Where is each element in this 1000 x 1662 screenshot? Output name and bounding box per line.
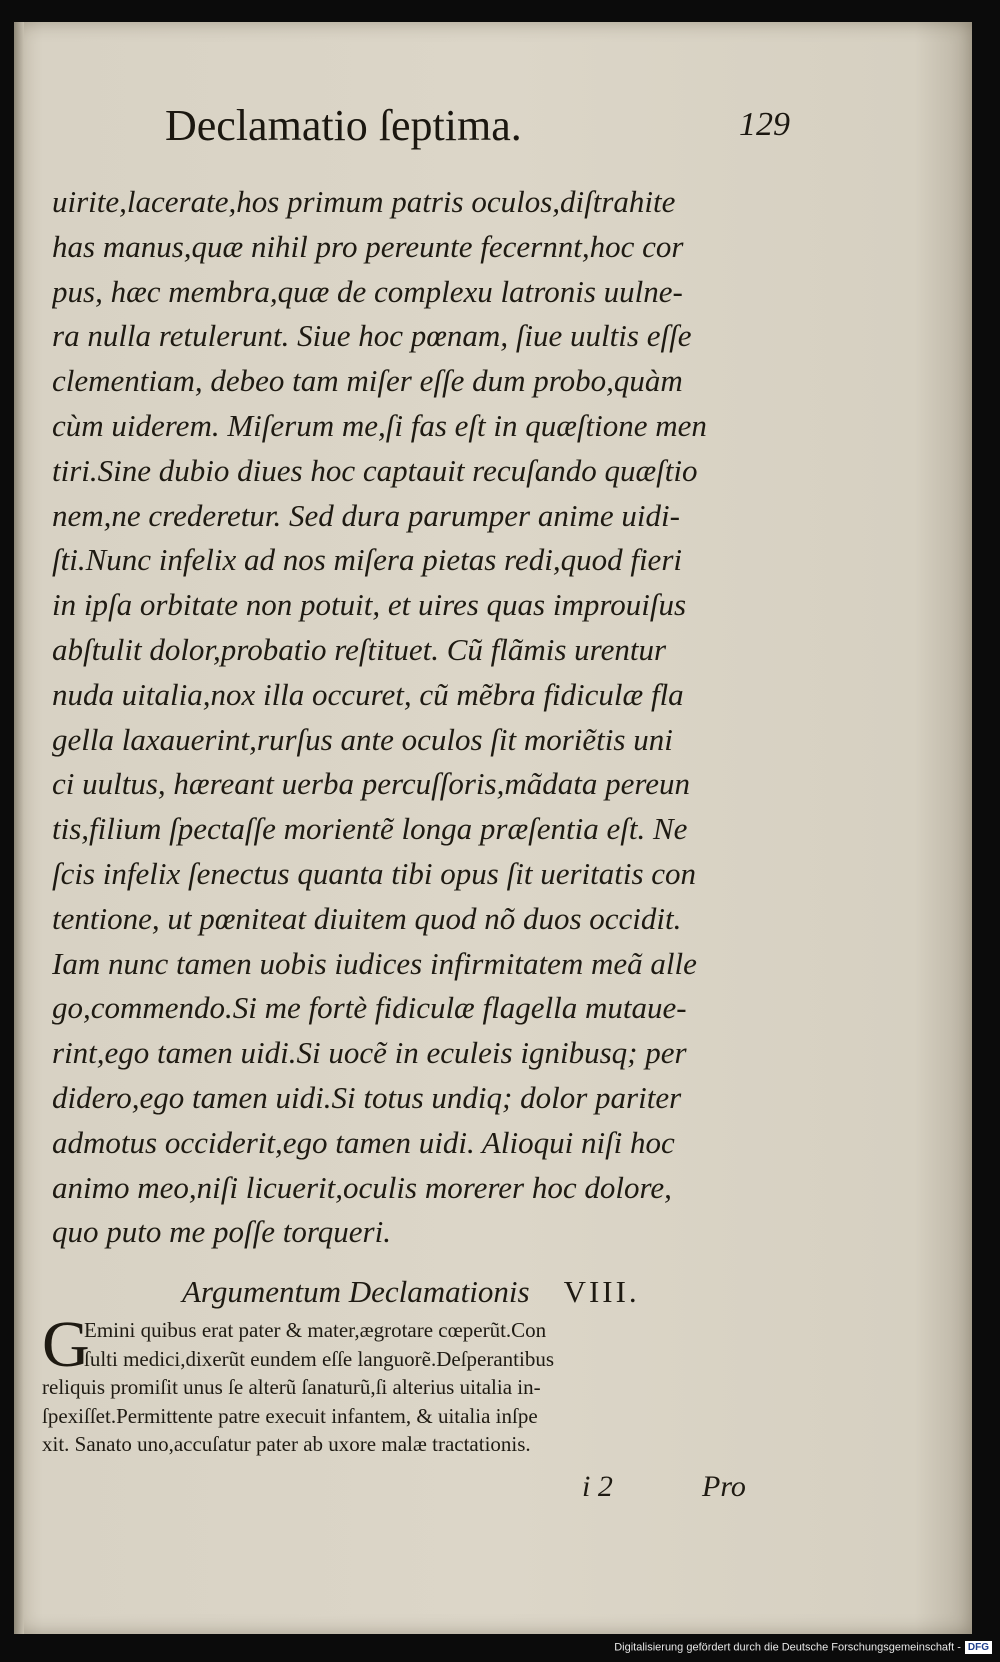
text-line: animo meo,niſi licuerit,oculis morerer hoc dolore,: [52, 1169, 672, 1205]
signature-catchword-line: [582, 1470, 764, 1504]
page-header: [150, 100, 790, 170]
text-line: clementiam, debeo tam miſer eſſe dum probo,quàm: [52, 363, 683, 399]
text-line: in ipſa orbitate non potuit, et uires quas improuiſus: [52, 587, 687, 623]
text-line: tiri.Sine dubio diues hoc captauit recuſando quæſtio: [52, 452, 698, 488]
argument-line: Emini quibus erat pater & mater,ægrotare cœperũt.Con: [84, 1318, 547, 1342]
argument-line: reliquis promiſit unus ſe alterũ ſanaturũ,ſi alterius uitalia in-: [42, 1375, 541, 1400]
digitization-credit: [614, 1641, 992, 1654]
text-line: admotus occiderit,ego tamen uidi. Alioqui niſi hoc: [52, 1124, 675, 1160]
page-gutter-edge: [14, 22, 24, 1634]
drop-cap-initial: G: [42, 1308, 90, 1381]
text-line: tis,filium ſpectaſſe morientẽ longa præſentia eſt. Ne: [52, 811, 688, 847]
argument-line: ſpexiſſet.Permittente patre execuit infantem, & uitalia inſpe: [42, 1403, 538, 1428]
dfg-logo: DFG: [965, 1641, 992, 1654]
signature-mark: i 2: [582, 1470, 613, 1503]
running-title: Declamatio ſeptima.: [165, 101, 522, 150]
text-line: has manus,quæ nihil pro pereunte fecernnt,hoc cor: [52, 228, 684, 264]
text-line: didero,ego tamen uidi.Si totus undiq; dolor pariter: [52, 1079, 682, 1115]
text-line: cùm uiderem. Miſerum me,ſi fas eſt in quæſtione men: [52, 407, 707, 443]
declamation-body-text: [52, 180, 772, 1255]
book-page: [14, 22, 972, 1634]
credit-text: Digitalisierung gefördert durch die Deutsche Forschungsgemeinschaft -: [614, 1641, 961, 1654]
argument-line: ſulti medici,dixerũt eundem eſſe languorẽ.Deſperantibus: [84, 1346, 555, 1371]
text-line: tentione, ut pœniteat diuitem quod nõ duos occidit.: [52, 900, 682, 936]
text-line: ſcis infelix ſenectus quanta tibi opus ſit ueritatis con: [52, 855, 697, 891]
text-line: pus, hæc membra,quæ de complexu latronis uulne-: [52, 273, 683, 309]
argument-text: [42, 1316, 762, 1459]
text-line: nuda uitalia,nox illa occuret, cũ mẽbra fidiculæ fla: [52, 676, 684, 712]
text-line: Iam nunc tamen uobis iudices infirmitatem meã alle: [52, 945, 697, 981]
argument-heading: [182, 1274, 640, 1310]
argument-number: VIII.: [563, 1274, 640, 1309]
argument-line: xit. Sanato uno,accuſatur pater ab uxore malæ tractationis.: [42, 1432, 531, 1457]
text-line: go,commendo.Si me fortè fidiculæ flagella mutaue-: [52, 990, 687, 1026]
catchword: Pro: [702, 1470, 746, 1503]
text-line: quo puto me poſſe torqueri.: [52, 1214, 391, 1250]
text-line: ſti.Nunc infelix ad nos miſera pietas redi,quod fieri: [52, 542, 682, 578]
text-line: nem,ne crederetur. Sed dura parumper anime uidi-: [52, 497, 680, 533]
text-line: ci uultus, hæreant uerba percuſſoris,mãdata pereun: [52, 766, 691, 802]
page-number: 129: [739, 106, 790, 143]
text-line: gella laxauerint,rurſus ante oculos ſit moriẽtis uni: [52, 721, 673, 757]
argument-heading-label: Argumentum Declamationis: [182, 1274, 530, 1309]
text-line: rint,ego tamen uidi.Si uocẽ in eculeis ignibusq; per: [52, 1035, 687, 1071]
text-line: ra nulla retulerunt. Siue hoc pœnam, ſiue uultis eſſe: [52, 318, 692, 354]
text-line: abſtulit dolor,probatio reſtituet. Cũ flãmis urentur: [52, 631, 667, 667]
text-line: uirite,lacerate,hos primum patris oculos,diſtrahite: [52, 184, 676, 219]
